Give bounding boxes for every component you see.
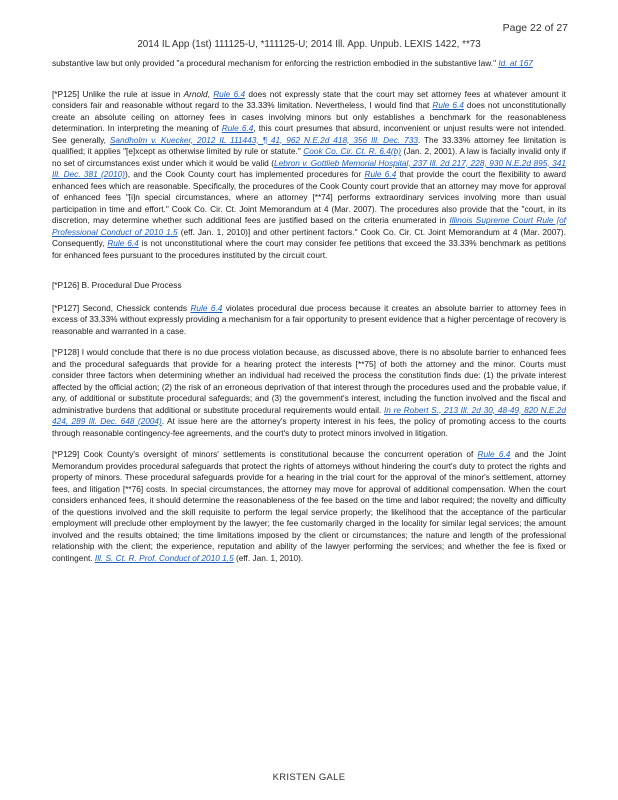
text-span: (Jan. 2, 2001). A law is facially invalid only if no set of circumstances exist under which it would be valid ( — [52, 146, 566, 168]
citation-link[interactable]: Lebron v. Gottlieb Memorial Hospital, 237 Ill. 2d 217, 228, 930 N.E.2d 895, 341 Ill. Dec. 381 (2010) — [52, 157, 566, 179]
text-span: [*P128] I would conclude that there is no due process violation because, as discussed above, there is no absolute barrier to enhanced fees and the procedural safeguards that provide for a hearing protect the interests [**75] of both the attorney and the minor. Courts must consider three factors when determining whether an individual had received the process the constitution finds due: (1) the private interest affected by the official action; (2) the risk of an erroneous deprivation of that interest through the procedures used and the probable value, if any, of additional or substitute procedural safeguards; and (3) the government's interest, including the function involved and the fiscal and administrative burdens that additional or substitute procedural requirements would entail. — [52, 347, 566, 415]
text-span: . At issue here are the attorney's property interest in his fees, the policy of promoting access to the courts through reasonable contingency-fee agreements, and the court's duty to protect minors involved in litigation. — [52, 416, 567, 438]
text-span: that provide the court the flexibility to award enhanced fees which are reasonable. Specifically, the procedures of the Cook County court provide that an attorney may move for approval of enhanced fees "[i]n special circumstances, where an attorney [**74] performs extraordinary services involving more than usual participation in time and effort." Cook Co. Cir. Ct. Joint Memorandum at 4 (Mar. 2007). The procedures also provide that the "court, in its discretion, may determine whether such additional fees are justified based on the criteria enumerated in — [52, 169, 567, 225]
rule-link[interactable]: Rule 6.4 — [107, 238, 139, 248]
rule-link[interactable]: Rule 6.4 — [213, 88, 246, 99]
case-name-italic: Arnold — [183, 88, 208, 99]
running-header-citation: 2014 IL App (1st) 111125-U, *111125-U; 2014 Ill. App. Unpub. LEXIS 1422, **73 — [137, 39, 481, 50]
footer-name: KRISTEN GALE — [272, 772, 346, 783]
rule-link[interactable]: Cook Co. Cir. Ct. R. 6.4(b) — [303, 146, 402, 156]
paragraph-p128 — [52, 347, 566, 439]
text-span: violates procedural due process because it creates an absolute barrier to attorney fees in excess of 33.33% without expressly providing a mechanism for a fair opportunity to present evidence that a higher percentage of recovery is reasonable and warranted in a case. — [52, 302, 567, 336]
rule-link[interactable]: Rule 6.4 — [364, 169, 397, 179]
text-span: ), and the Cook County court has implemented procedures for — [125, 169, 365, 179]
text-span: [*P127] Second, Chessick contends — [52, 302, 191, 313]
page-number: Page 22 of 27 — [502, 22, 568, 34]
rule-link[interactable]: Rule 6.4 — [221, 123, 254, 133]
text-span: [*P125] Unlike the rule at issue in — [52, 88, 184, 99]
text-span: , — [207, 88, 214, 99]
rule-link[interactable]: Rule 6.4 — [477, 449, 511, 459]
heading-text: [*P126] B. Procedural Due Process — [52, 280, 182, 290]
citation-link[interactable]: Id. at 167 — [498, 58, 533, 68]
citation-link[interactable]: In re Robert S., 213 Ill. 2d 30, 48-49, 820 N.E.2d 424, 289 Ill. Dec. 648 (2004) — [52, 404, 566, 426]
paragraph-p127 — [52, 303, 566, 338]
rule-link[interactable]: Illinois Supreme Court Rule [of Professional Conduct of 2010 1.5 — [52, 215, 566, 237]
text-span: substantive law but only provided "a procedural mechanism for enforcing the restriction embodied in the substantive law." — [52, 58, 499, 68]
rule-link[interactable]: Rule 6.4 — [432, 100, 464, 110]
text-span: , this court presumes that absurd, inconvenient or unjust results were not intended. See generally, — [52, 123, 566, 145]
rule-link[interactable]: Ill. S. Ct. R. Prof. Conduct of 2010 1.5 — [94, 552, 234, 563]
document-body — [52, 58, 566, 574]
text-span: (eff. Jan. 1, 2010). — [233, 552, 304, 563]
text-span: does not expressly state that the court may set attorney fees at whatever amount it considers fair and reasonable without regard to the 33.33% limitation. Nevertheless, I would find that — [52, 88, 566, 110]
text-span: and the Joint Memorandum provides procedural safeguards that protect the rights of attorneys without hindering the court's duty to protect the rights and property of minors. These procedural safeguards provide for a hearing in the trial court for the approval of the minor's settlement, attorney fees, and litigation [**76] costs. In special circumstances, the attorney may move for approval of additional compensation. When the court considers enhanced fees, it should determine the reasonableness of the fee based on the time and labor required; the novelty and difficulty of the questions involved and the skill requisite to perform the legal service properly; the likelihood that the acceptance of the particular employment will preclude other employment by the lawyer; the fee customarily charged in the locality for similar legal services; the amount involved and the results obtained; the time limitations imposed by the client or circumstances; the nature and length of the professional relationship with the client; the experience, reputation and ability of the lawyer performing the services; and whether the fee is fixed or contingent. — [52, 449, 567, 563]
text-span: is not unconstitutional where the court may consider fee petitions that exceed the 33.33% benchmark as petitions for enhanced fees pursuant to the procedures instituted by the circuit court. — [52, 238, 566, 260]
text-span: does not unconstitutionally create an absolute ceiling on attorney fees in cases involving minors but only establishes a benchmark for the reasonableness determination. In interpreting the meaning of — [52, 100, 567, 133]
text-span: [*P129] Cook County's oversight of minors' settlements is constitutional because the concurrent operation of — [52, 449, 478, 459]
section-heading-procedural-due-process — [52, 280, 566, 292]
paragraph-continuation — [52, 58, 566, 70]
citation-link[interactable]: Sandholm v. Kuecker, 2012 IL 111443, ¶ 41, 962 N.E.2d 418, 356 Ill. Dec. 733 — [109, 134, 418, 145]
text-span: . The 33.33% attorney fee limitation is qualified; it applies "[e]xcept as otherwise limited by rule or statute." — [52, 134, 566, 156]
paragraph-p125 — [52, 89, 566, 262]
rule-link[interactable]: Rule 6.4 — [190, 302, 223, 313]
text-span: (eff. Jan. 1, 2010)] and other pertinent factors." Cook Co. Cir. Ct. Joint Memorandum at 4 (Mar. 2007). Consequently, — [52, 226, 566, 248]
paragraph-p129 — [52, 449, 566, 564]
